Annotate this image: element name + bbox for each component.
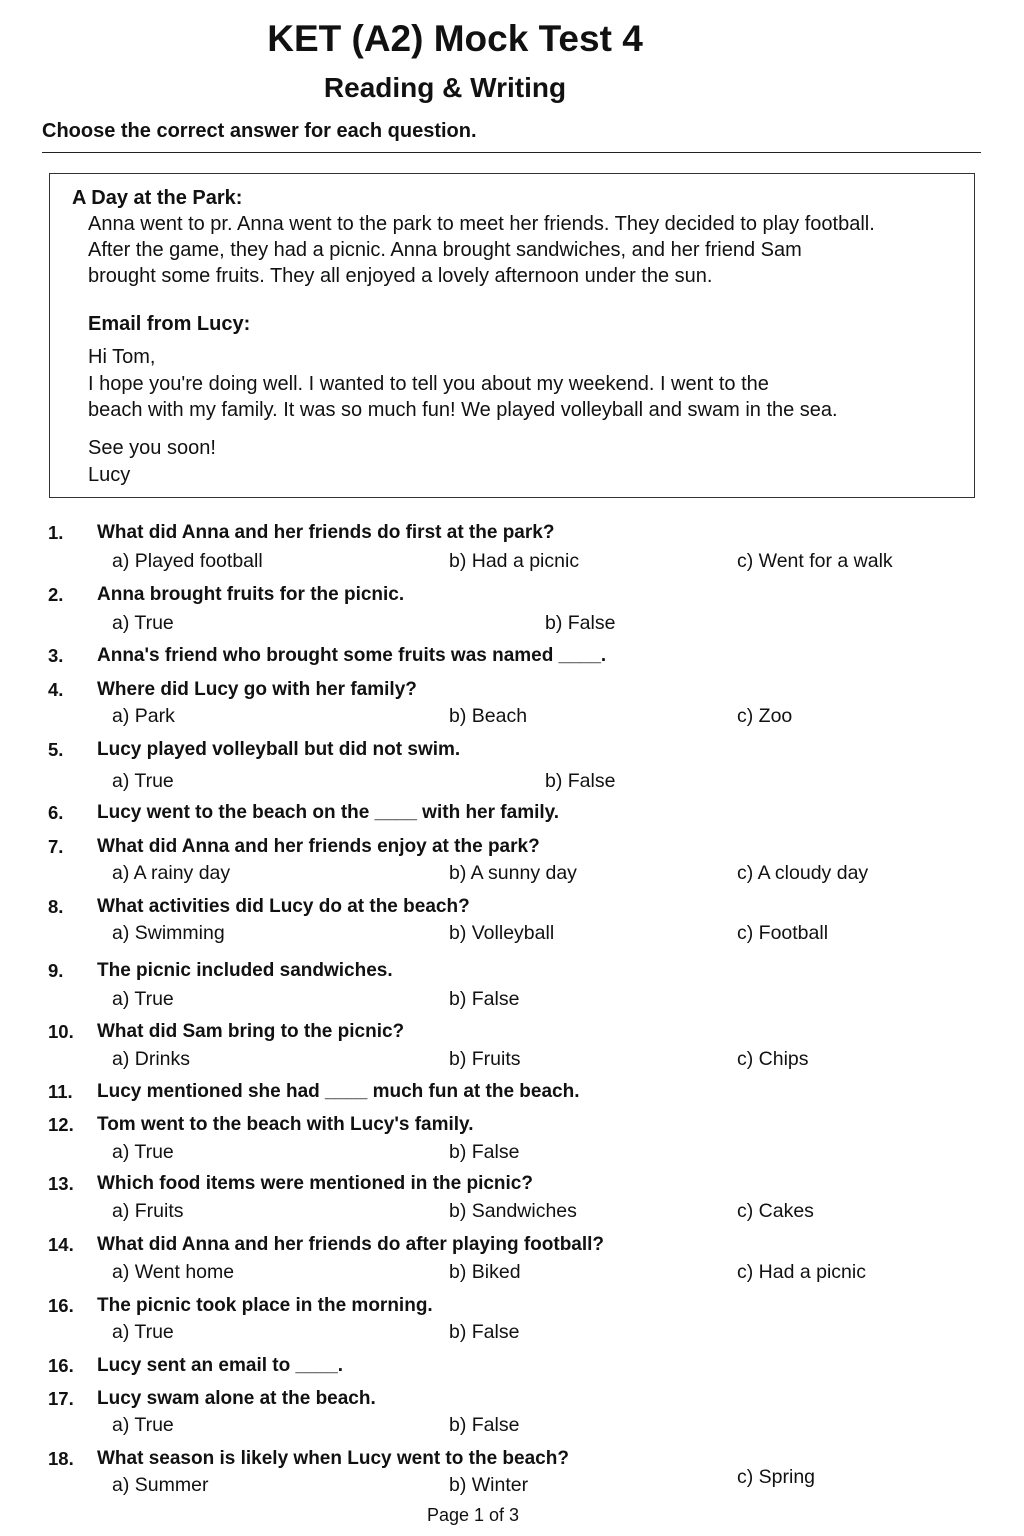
question-number: 13.: [48, 1173, 74, 1194]
answer-option[interactable]: a) Summer: [112, 1474, 209, 1496]
email-title: Email from Lucy:: [88, 313, 251, 335]
answer-option[interactable]: b) Volleyball: [449, 922, 555, 944]
answer-option[interactable]: a) Went home: [112, 1261, 235, 1283]
question-text: Tom went to the beach with Lucy's family.: [97, 1114, 474, 1135]
page-title: KET (A2) Mock Test 4: [267, 18, 643, 59]
question-text: What did Anna and her friends do after playing football?: [97, 1234, 605, 1255]
reading-passage-box: [49, 173, 975, 498]
question-number: 18.: [48, 1448, 74, 1469]
answer-option[interactable]: c) Spring: [737, 1466, 816, 1488]
answer-option[interactable]: a) Drinks: [112, 1048, 191, 1070]
question-text: What season is likely when Lucy went to the beach?: [97, 1448, 569, 1469]
answer-option[interactable]: b) False: [545, 770, 616, 792]
answer-option[interactable]: c) A cloudy day: [737, 862, 869, 884]
question-text: Anna brought fruits for the picnic.: [97, 584, 405, 605]
question-number: 9.: [48, 960, 64, 981]
answer-option[interactable]: b) False: [449, 1321, 520, 1343]
question-number: 11.: [48, 1081, 73, 1102]
passage-park-title: A Day at the Park:: [72, 187, 243, 209]
question-text: The picnic included sandwiches.: [97, 960, 393, 981]
passage-park-line: brought some fruits. They all enjoyed a lovely afternoon under the sun.: [88, 265, 713, 287]
answer-option[interactable]: b) False: [449, 1414, 520, 1436]
question-number: 17.: [48, 1388, 74, 1409]
answer-option[interactable]: b) False: [449, 988, 520, 1010]
email-greeting: Hi Tom,: [88, 346, 156, 368]
question-text: Lucy mentioned she had ____ much fun at the beach.: [97, 1081, 580, 1102]
question-number: 5.: [48, 739, 64, 760]
question-text: Anna's friend who brought some fruits was named ____.: [97, 645, 607, 666]
answer-option[interactable]: a) True: [112, 770, 174, 792]
answer-option[interactable]: a) True: [112, 1141, 174, 1163]
question-number: 4.: [48, 679, 64, 700]
answer-option[interactable]: b) Had a picnic: [449, 550, 580, 572]
question-text: What activities did Lucy do at the beach?: [97, 896, 470, 917]
question-number: 8.: [48, 896, 64, 917]
page-subtitle: Reading & Writing: [323, 72, 567, 103]
question-number: 16.: [48, 1355, 74, 1376]
answer-option[interactable]: c) Cakes: [737, 1200, 814, 1222]
answer-option[interactable]: c) Chips: [737, 1048, 809, 1070]
header-divider: [42, 152, 981, 153]
answer-option[interactable]: b) False: [449, 1141, 520, 1163]
answer-option[interactable]: c) Football: [737, 922, 829, 944]
question-number: 14.: [48, 1234, 74, 1255]
question-text: Which food items were mentioned in the picnic?: [97, 1173, 533, 1194]
question-number: 12.: [48, 1114, 74, 1135]
question-text: The picnic took place in the morning.: [97, 1295, 433, 1316]
passage-park-line: Anna went to pr. Anna went to the park to meet her friends. They decided to play football.: [88, 213, 875, 235]
answer-option[interactable]: a) True: [112, 1321, 174, 1343]
question-text: What did Sam bring to the picnic?: [97, 1021, 405, 1042]
answer-option[interactable]: b) Winter: [449, 1474, 529, 1496]
email-body-line: I hope you're doing well. I wanted to tell you about my weekend. I went to the: [88, 373, 769, 395]
answer-option[interactable]: a) Fruits: [112, 1200, 184, 1222]
question-number: 10.: [48, 1021, 74, 1042]
question-number: 1.: [48, 522, 64, 543]
passage-park-line: After the game, they had a picnic. Anna brought sandwiches, and her friend Sam: [88, 239, 802, 261]
answer-option[interactable]: b) A sunny day: [449, 862, 577, 884]
question-text: Lucy swam alone at the beach.: [97, 1388, 376, 1409]
question-number: 2.: [48, 584, 64, 605]
question-text: Lucy played volleyball but did not swim.: [97, 739, 461, 760]
question-text: Lucy sent an email to ____.: [97, 1355, 344, 1376]
question-number: 3.: [48, 645, 64, 666]
answer-option[interactable]: a) True: [112, 612, 174, 634]
page-number: Page 1 of 3: [426, 1505, 520, 1525]
answer-option[interactable]: b) Biked: [449, 1261, 521, 1283]
email-signature: Lucy: [88, 464, 131, 486]
instructions: Choose the correct answer for each question.: [42, 120, 477, 142]
email-body-line: beach with my family. It was so much fun! We played volleyball and swam in the sea.: [88, 399, 838, 421]
answer-option[interactable]: b) Sandwiches: [449, 1200, 577, 1222]
answer-option[interactable]: a) True: [112, 988, 174, 1010]
question-text: What did Anna and her friends enjoy at the park?: [97, 836, 540, 857]
question-text: Lucy went to the beach on the ____ with her family.: [97, 802, 560, 823]
question-number: 6.: [48, 802, 64, 823]
answer-option[interactable]: c) Had a picnic: [737, 1261, 866, 1283]
question-text: What did Anna and her friends do first at the park?: [97, 522, 555, 543]
answer-option[interactable]: c) Zoo: [737, 705, 793, 727]
answer-option[interactable]: a) True: [112, 1414, 174, 1436]
email-signoff: See you soon!: [88, 437, 216, 459]
question-number: 16.: [48, 1295, 74, 1316]
answer-option[interactable]: a) A rainy day: [112, 862, 231, 884]
answer-option[interactable]: a) Swimming: [112, 922, 225, 944]
question-number: 7.: [48, 836, 64, 857]
answer-option[interactable]: b) Fruits: [449, 1048, 521, 1070]
question-text: Where did Lucy go with her family?: [97, 679, 417, 700]
answer-option[interactable]: b) False: [545, 612, 616, 634]
answer-option[interactable]: b) Beach: [449, 705, 528, 727]
answer-option[interactable]: a) Played football: [112, 550, 263, 572]
answer-option[interactable]: a) Park: [112, 705, 175, 727]
answer-option[interactable]: c) Went for a walk: [737, 550, 893, 572]
